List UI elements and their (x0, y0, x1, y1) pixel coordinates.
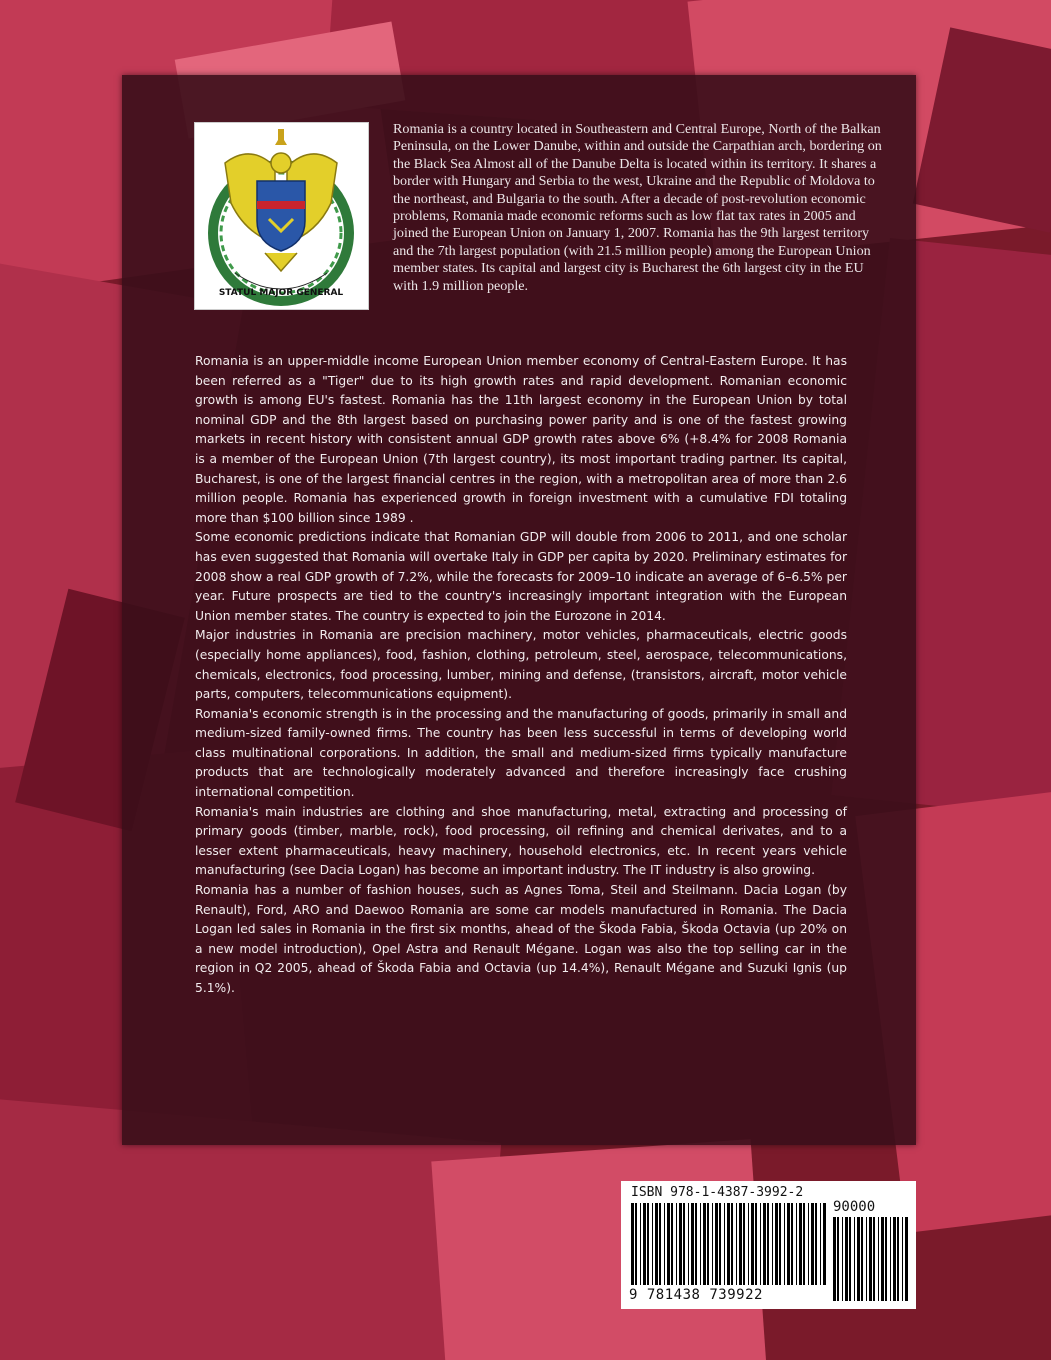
body-paragraph: Some economic predictions indicate that Romanian GDP will double from 2006 to 2011, and one scholar has even suggested that Romania will overtake Italy in GDP per capita by 2020. Preliminary estimates for 2008 show a real GDP growth of 7.2%, while the forecasts for 2009–10 indicate an average of 6–6.5% per year. Future prospects are tied to the country's increasingly important integration with the European Union member states. The country is expected to join the Eurozone in 2014. (195, 530, 847, 623)
body-paragraph: Romania has a number of fashion houses, such as Agnes Toma, Steil and Steilmann. Dacia Logan (by Renault), Ford, ARO and Daewoo Romania are some car models manufactured in Romania. The Dacia Logan led sales in Romania in the first six months, ahead of the Škoda Fabia, Škoda Octavia (up 20% on a new model introduction), Opel Astra and Renault Mégane. Logan was also the top selling car in the region in Q2 2005, ahead of Škoda Fabia and Octavia (up 14.4%), Renault Mégane and Suzuki Ignis (up 5.1%). (195, 883, 847, 995)
body-paragraph: Romania is an upper-middle income European Union member economy of Central-Eastern Europe. It has been referred as a "Tiger" due to its high growth rates and rapid development. Romanian economic growth is among EU's fastest. Romania has the 11th largest economy in the European Union by total nominal GDP and the 8th largest based on purchasing power parity and is one of the fastest growing markets in recent history with consistent annual GDP growth rates above 6% (+8.4% for 2008 Romania is a member of the European Union (7th largest country), its most important trading partner. Its capital, Bucharest, is one of the largest financial centres in the region, with a metropolitan area of more than 2.6 million people. Romania has experienced growth in foreign investment with a cumulative FDI totaling more than $100 billion since 1989 . (195, 354, 847, 525)
body-paragraph: Romania's main industries are clothing and shoe manufacturing, metal, extracting and processing of primary goods (timber, marble, rock), food processing, oil refining and chemical derivates, and to a lesser extent pharmaceuticals, heavy machinery, household electronics, etc. In recent years vehicle manufacturing (see Dacia Logan) has become an important industry. The IT industry is also growing. (195, 804, 847, 878)
price-barcode-bars-icon (833, 1217, 908, 1301)
svg-text:STATUL MAJOR GENERAL: STATUL MAJOR GENERAL (218, 288, 344, 298)
price-code: 90000 (833, 1199, 876, 1215)
isbn-digits: 9 781438 739922 (629, 1287, 763, 1303)
body-paragraph: Major industries in Romania are precision machinery, motor vehicles, pharmaceuticals, electric goods (especially home appliances), food, fashion, clothing, petroleum, steel, aerospace, telecommunications, chemicals, electronics, food processing, lumber, mining and defense, (transistors, aircraft, motor vehicle parts, computers, telecommunications equipment). (195, 628, 847, 702)
isbn-barcode (621, 1181, 916, 1309)
intro-paragraph: Romania is a country located in Southeastern and Central Europe, North of the Balkan Peninsula, on the Lower Danube, within and outside the Carpathian arch, bordering on the Black Sea Almost all of the Danube Delta is located within its territory. It shares a border with Hungary and Serbia to the west, Ukraine and the Republic of Moldova to the northeast, and Bulgaria to the south. After a decade of post-revolution economic problems, Romania made economic reforms such as low flat tax rates in 2005 and joined the European Union on January 1, 2007. Romania has the 9th largest territory and the 7th largest population (with 21.5 million people) among the European Union member states. Its capital and largest city is Bucharest the 6th largest city in the EU with 1.9 million people. (393, 121, 882, 294)
barcode-bars-icon (631, 1203, 826, 1285)
eagle-crest-icon (195, 123, 368, 309)
body-text (195, 352, 847, 999)
body-paragraph: Romania's economic strength is in the processing and the manufacturing of goods, primarily in small and medium-sized family-owned firms. The country has been less successful in terms of developing world class multinational corporations. In addition, the small and medium-sized firms typically manufacture products that are technologically moderately advanced and therefore increasingly face crushing international competition. (195, 706, 847, 800)
coat-of-arms-image (194, 122, 369, 310)
isbn-label: ISBN 978-1-4387-3992-2 (631, 1185, 804, 1200)
